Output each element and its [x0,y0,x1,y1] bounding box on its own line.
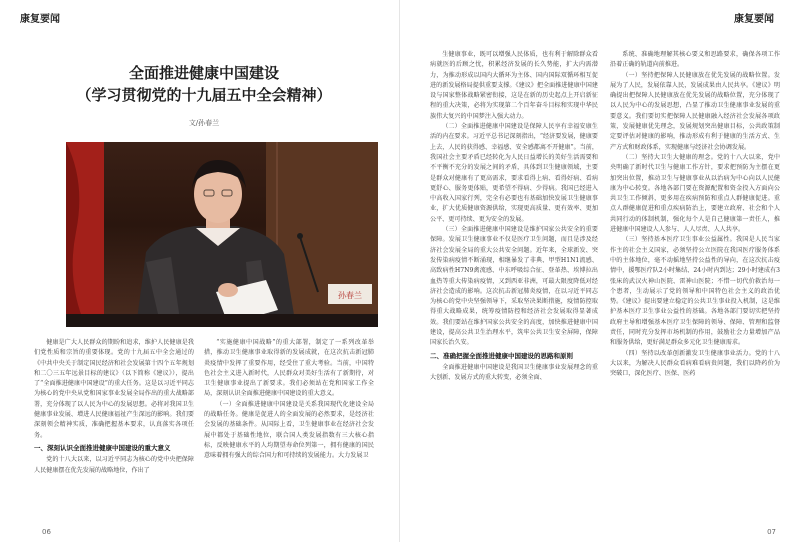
speaker-photo [66,142,378,327]
page-number-left: 06 [42,528,51,536]
right-text-column-2 [610,50,780,520]
desk-shape [66,314,378,327]
left-text-column-2 [204,338,374,518]
paragraph: 生健康事业，既可以增强人民体质，也有利于解除群众看病就医的后顾之忧，积累经济发展的长久势能，扩大内需潜力，为推动形成以国内大循环为主体、国内国际双循环相互促进的新发展格局提供重要支撑。《建议》把全面推进健康中国建设与国家整体战略紧密衔接，这是在新的历史起点上开启新征程的重大决策，必将为实现第二个百年奋斗目标和实现中华民族伟大复兴的中国梦注入强大动力。 [430,51,598,120]
title-line-1: 全面推进健康中国建设 [128,64,279,82]
paragraph: （三）坚持基本医疗卫生事业公益属性。我国是人民当家作主的社会主义国家，必须坚持公立医院在我国医疗服务体系中的主体地位，毫不动摇地坚持公益性的导向，在这次抗击疫情中，援鄂医疗队2小时集结、24小时内到达；29小时建成有3张床的武汉火神山医院、雷神山医院；不惜一切代价救治每一个患者，生动展示了党的领导和中国特色社会主义的政治优势。《建议》提出要建立稳定的公共卫生事业投入机制，这是维护基本医疗卫生事业公益性的基础。各地各部门要切实把坚持政府主导和增强基本医疗卫生保障的领导、保障、管理和监督责任，同时充分发挥市场机制的作用，鼓励社会力量增加产品和服务供给，更好满足群众多元化卫生健康需求。 [610,236,780,347]
right-text-column-1 [430,50,598,520]
nameplate-text: 孙春兰 [338,291,362,300]
byline: 文/孙春兰 [188,119,220,127]
paragraph: 党的十八大以来，以习近平同志为核心的党中央把保障人民健康摆在优先发展的战略地位，作出了 [34,456,194,474]
article-title [40,62,368,106]
paragraph: （三）全面推进健康中国建设是维护国家公共安全的重要保障。发展卫生健康事业不仅是医疗卫生问题，而且是涉及经济社会发展全局的重大公共安全问题。近年来，全球新发、突发传染病疫情不断涌现，相继暴发了非典、甲型H1N1流感、高致病性H7N9禽流感、中东呼吸综合征、登革热、埃博拉出血热等重大传染病疫情，又到西亚非洲，可最大限度降低对经济社会造成的影响。这次抗击新冠肺炎疫情，在以习近平同志为核心的党中央坚强领导下，采取坚决果断措施，疫情防控取得重大战略成果，统筹疫情防控和经济社会发展取得显著成效。我们要站在维护国家公共安全的高度，加快推进健康中国建设，提高公共卫生治理水平，筑牢公共卫生安全屏障，保障国家长治久安。 [430,226,598,347]
paragraph: （一）全面推进健康中国建设是关系我国现代化建设全局的战略任务。健康是促进人的全面发展的必然要求，是经济社会发展的基础条件。从国际上看，卫生健康事业在经济社会发展中都处于基础性地位，联合国人类发展指数有三大核心指标，反映健康水平的人均期望寿命位列第一，拥有健康的国民意味着拥有强大的综合国力和可持续的发展能力。大力发展卫 [204,400,374,460]
paragraph: （二）全面推进健康中国建设是保障人民享有幸福安康生活的内在要求。习近平总书记深刻指出，“经济要发展，健康要上去，人民的获得感、幸福感、安全感都离不开健康”。当前，我国社会主要矛盾已经转化为人民日益增长的美好生活需要和不平衡不充分的发展之间的矛盾，具体到卫生健康领域，主要是群众对健康有了更高需求，要求看得上病、看得好病、看病更舒心、服务更体贴，更希望不得病、少得病。我国已经进入中高收入国家行列，完全有必要也有基础加快发展卫生健康事业，扩大优质健康资源供给，实现更高质量、更有效率、更加公平、更可持续、更为安全的发展。 [430,123,598,223]
section-heading-2: 二、准确把握全面推进健康中国建设的思路和原则 [430,351,573,360]
paragraph: （四）坚持以改革创新激发卫生健康事业活力。党的十八大以来，为解决人民群众看病难看病贵问题，我们以降药价为突破口，深化医疗、医保、医药 [610,349,780,378]
paragraph: “实施健康中国战略”的重大部署，制定了一系列改革举措，推动卫生健康事业取得新的发展成就，在这次抗击新冠肺炎疫情中发挥了重要作用，经受住了重大考验。当前，中国特色社会主义进入新时代，人民群众对美好生活有了新期待，对卫生健康事业提出了新要求。我们必须站在党和国家工作全局，深刻认识全面推进健康中国建设的重大意义。 [204,339,374,398]
paragraph: 全面推进健康中国建设是我国卫生健康事业发展理念的重大创新、发展方式的重大转变，必须全面、 [430,363,598,382]
section-label-left: 康复要闻 [20,14,60,25]
left-text-column-1 [34,338,194,518]
speaker-photo-illustration [66,142,378,327]
paragraph: 系统、准确地理解其核心要义和思路要求，确保各项工作沿着正确的轨道向前推进。 [610,51,780,69]
paragraph: 健康是广大人民群众的期盼和追求，维护人民健康是我们党性质和宗旨的重要体现。党的十九届五中全会通过的《中共中央关于制定国民经济和社会发展第十四个五年规划和二〇三五年远景目标的建议》（以下简称《建议》），提出了“全面推进健康中国建设”的重大任务。这是以习近平同志为核心的党中央从党和国家事业发展全局作出的重大战略部署，充分体现了以人民为中心的发展思想。必将对我国卫生健康事业发展、增进人民健康福祉产生深远的影响。我们要深刻领会精神实质，准确把握基本要求，认真落实各项任务。 [34,339,194,439]
page-number-right: 07 [767,528,776,536]
section-heading-1: 一、深刻认识全面推进健康中国建设的重大意义 [34,443,171,452]
paragraph: （二）坚持大卫生大健康的理念。党的十八大以来，党中央明确了新时代卫生与健康工作方针，要求把预防为主摆在更加突出位置，推动卫生与健康事业从以治病为中心向以人民健康为中心转变。各地各部门要在资源配置和资金投入方面向公共卫生工作倾斜，更多用在疾病预防和重点人群健康促进。重点人群健康促进和重点疾病防治上，要建立政府、社会和个人共同行动的体制机制，强化每个人是自己健康第一责任人，推进健康中国建设人人参与、人人尽责、人人共享。 [610,153,780,234]
section-label-right: 康复要闻 [734,14,774,25]
title-line-2: （学习贯彻党的十九届五中全会精神） [76,86,332,104]
right-page [400,0,800,542]
paragraph: （一）坚持把保障人民健康放在优先发展的战略位置。发展为了人民，发展依靠人民，发展成果由人民共享。《建议》明确提出把保障人民健康放在优先发展的战略位置，充分体现了以人民为中心的发展思想，凸显了推动卫生健康事业发展的重要意义。我们要切实把保障人民健康融入经济社会发展各项政策，发展健康优先理念，发展规划突出健康目标，公共政策制定要评估对健康的影响，推动形成有利于健康的生活方式、生产方式和财政体系，实现健康与经济社会协调发展。 [610,71,780,151]
